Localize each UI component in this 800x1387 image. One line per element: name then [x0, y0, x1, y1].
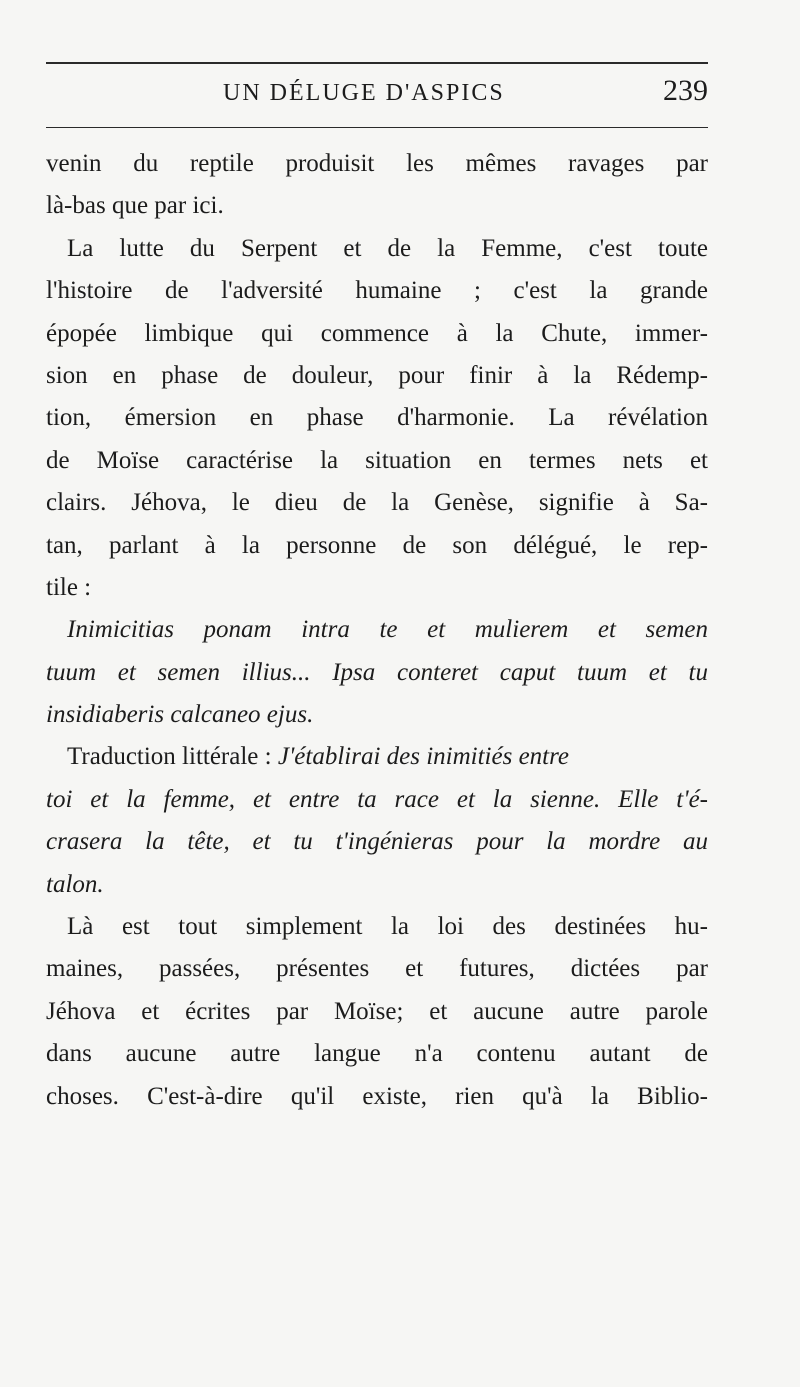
latin-quote-line: tuum et semen illius... Ipsa conteret caput tuum et tu [46, 658, 708, 686]
head-rule [46, 127, 708, 128]
text-line: tan, parlant à la personne de son délégué, le rep- [46, 531, 708, 559]
page-number: 239 [663, 74, 708, 107]
text-line: venin du reptile produisit les mêmes ravages par [46, 150, 708, 177]
text-line: Jéhova et écrites par Moïse; et aucune autre parole [46, 997, 708, 1025]
running-head [46, 76, 708, 116]
translation-label: Traduction littérale : [67, 743, 272, 771]
text-line: Là est tout simplement la loi des destinées hu- [67, 913, 708, 941]
body-text [46, 143, 708, 1118]
translation-text: J'établirai des inimitiés entre [277, 743, 570, 771]
running-title: UN DÉLUGE D'ASPICS [223, 80, 505, 106]
text-line: de Moïse caractérise la situation en termes nets et [46, 446, 708, 474]
latin-quote-line: insidiaberis calcaneo ejus. [46, 701, 314, 729]
text-line: l'histoire de l'adversité humaine ; c'est la grande [46, 277, 708, 305]
text-line: sion en phase de douleur, pour finir à la Rédemp- [46, 361, 708, 389]
text-line: La lutte du Serpent et de la Femme, c'est toute [67, 234, 708, 262]
translation-line: toi et la femme, et entre ta race et la sienne. Elle t'é- [46, 785, 708, 813]
text-line: épopée limbique qui commence à la Chute, immer- [46, 319, 708, 347]
text-line: clairs. Jéhova, le dieu de la Genèse, signifie à Sa- [46, 489, 708, 517]
translation-line [46, 736, 708, 778]
text-line: tile : [46, 573, 92, 601]
text-line: choses. C'est-à-dire qu'il existe, rien qu'à la Biblio- [46, 1082, 708, 1110]
top-rule [46, 62, 708, 64]
translation-line: crasera la tête, et tu t'ingénieras pour la mordre au [46, 828, 708, 856]
text-line: maines, passées, présentes et futures, dictées par [46, 955, 708, 983]
latin-quote-line: Inimicitias ponam intra te et mulierem et semen [67, 616, 708, 644]
book-page [46, 0, 710, 1387]
text-line: tion, émersion en phase d'harmonie. La révélation [46, 404, 708, 432]
translation-line: talon. [46, 870, 104, 898]
text-line: là-bas que par ici. [46, 192, 224, 220]
text-line: dans aucune autre langue n'a contenu autant de [46, 1040, 708, 1068]
